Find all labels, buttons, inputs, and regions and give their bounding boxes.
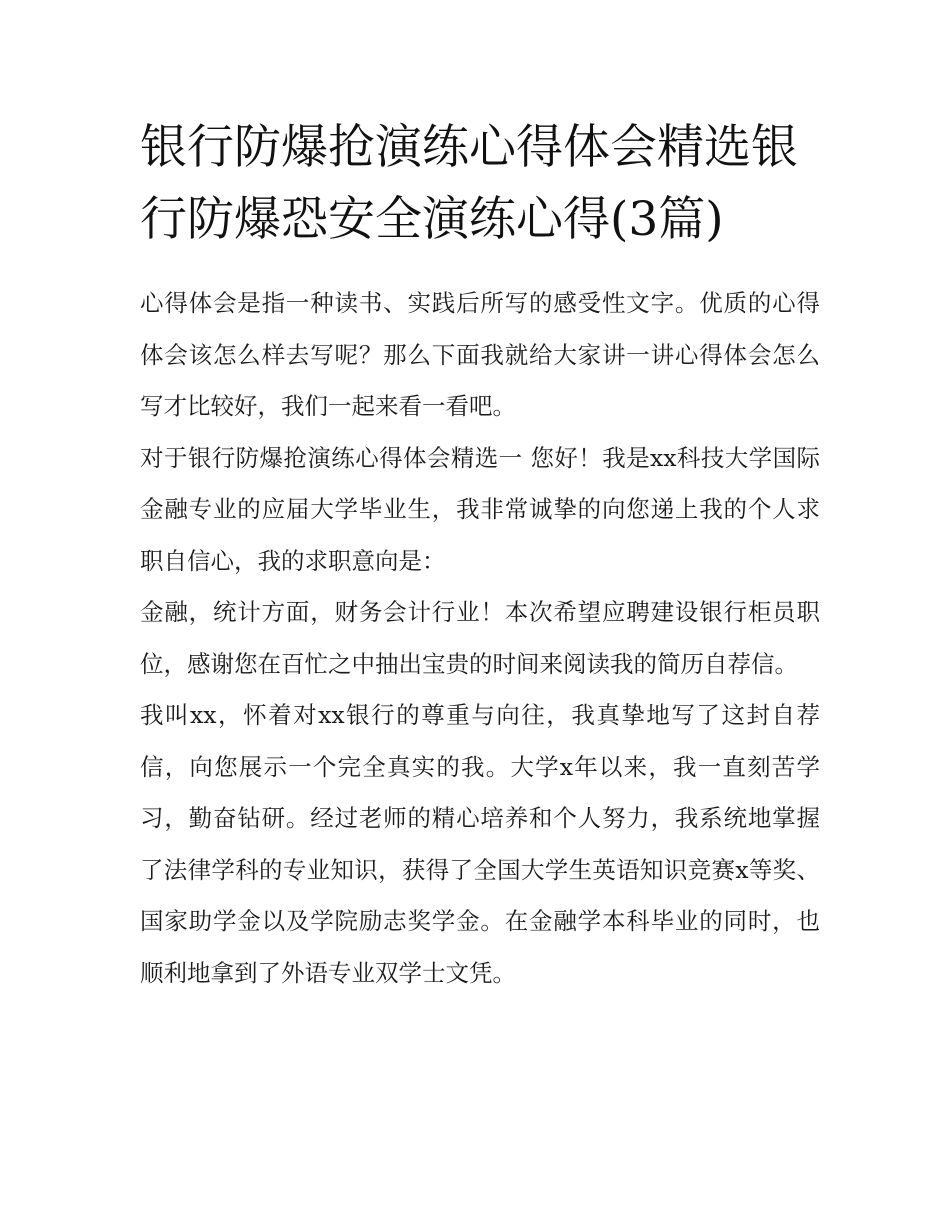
- document-body: [140, 112, 820, 999]
- paragraph-job-intent: 金融，统计方面，财务会计行业！本次希望应聘建设银行柜员职位，感谢您在百忙之中抽出宝贵的时间来阅读我的简历自荐信。: [140, 598, 820, 678]
- paragraph-intro: 心得体会是指一种读书、实践后所写的感受性文字。优质的心得体会该怎么样去写呢？那么下面我就给大家讲一讲心得体会怎么写才比较好，我们一起来看一看吧。: [140, 289, 820, 420]
- paragraph-greeting: 对于银行防爆抢演练心得体会精选一 您好！我是xx科技大学国际金融专业的应届大学毕业生，我非常诚挚的向您递上我的个人求职自信心，我的求职意向是：: [140, 443, 820, 575]
- document-title: 银行防爆抢演练心得体会精选银行防爆恐安全演练心得(3篇): [140, 120, 798, 247]
- paragraph-self-introduction: 我叫xx，怀着对xx银行的尊重与向往，我真挚地写了这封自荐信，向您展示一个完全真实的我。大学x年以来，我一直刻苦学习，勤奋钻研。经过老师的精心培养和个人努力，我系统地掌握了法律学科的专业知识，获得了全国大学生英语知识竞赛x等奖、国家助学金以及学院励志奖学金。在金融学本科毕业的同时，也顺利地拿到了外语专业双学士文凭。: [140, 701, 820, 987]
